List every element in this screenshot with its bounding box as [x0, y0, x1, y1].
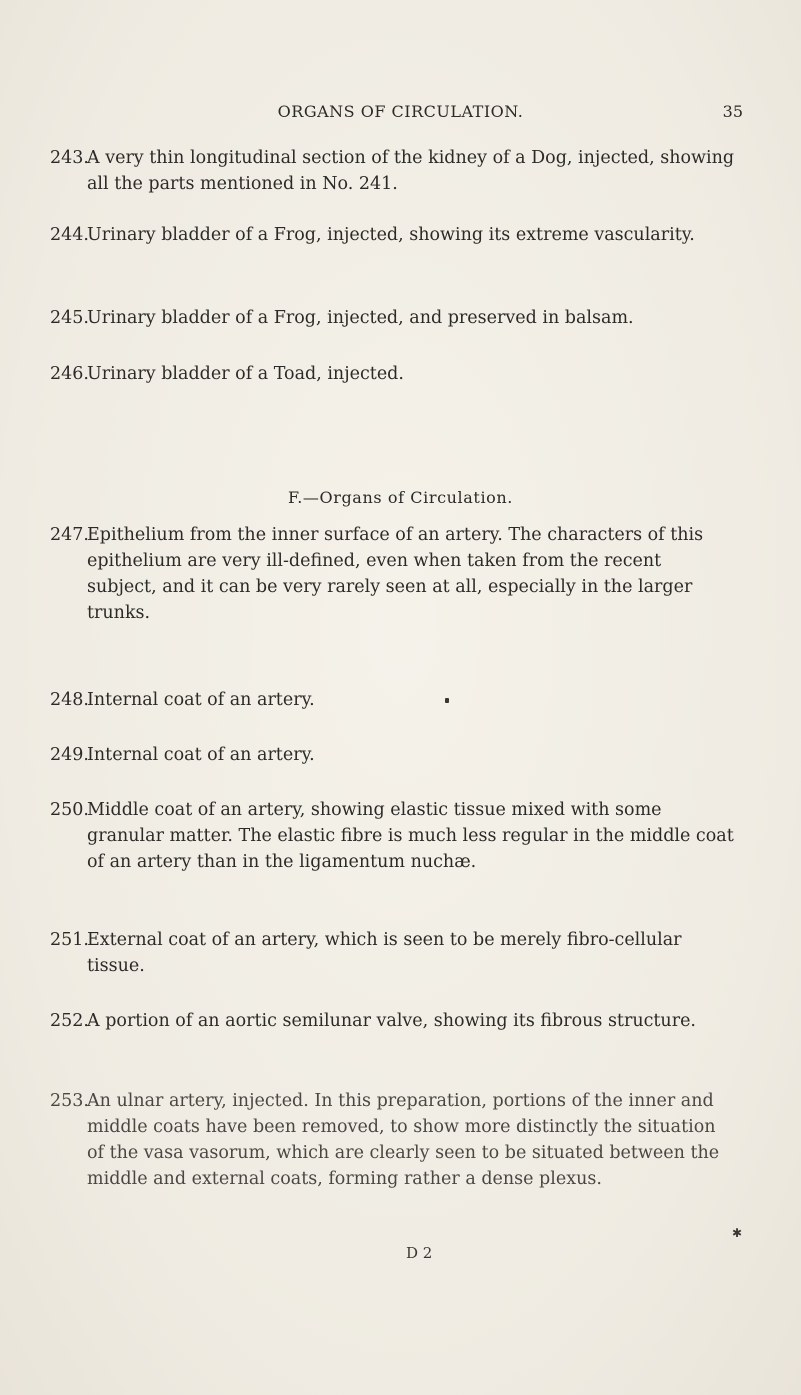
- entry-number: 248.: [50, 690, 89, 710]
- signature-mark: D 2: [406, 1244, 433, 1262]
- entry-number: 245.: [50, 308, 89, 328]
- entry-number: 251.: [50, 930, 89, 950]
- catalogue-entry-249: [50, 742, 736, 768]
- entry-text: Internal coat of an artery.: [87, 745, 315, 765]
- catalogue-entry-248: [50, 687, 736, 713]
- page-header: [0, 102, 801, 126]
- entry-number: 244.: [50, 225, 89, 245]
- entry-number: 249.: [50, 745, 89, 765]
- section-heading: F.—Organs of Circulation.: [288, 488, 513, 507]
- catalogue-entry-247: [50, 522, 736, 626]
- catalogue-entry-246: [50, 361, 736, 387]
- catalogue-entry-252: [50, 1008, 736, 1034]
- entry-text: Middle coat of an artery, showing elastic tissue mixed with some granular matter. The elastic fibre is much less regular in the middle coat of an artery than in the ligamentum nuchæ.: [87, 800, 734, 872]
- corner-mark: ✱: [732, 1226, 743, 1240]
- catalogue-entry-244: [50, 222, 736, 248]
- catalogue-entry-243: [50, 145, 736, 197]
- entry-text: A very thin longitudinal section of the kidney of a Dog, injected, showing all the parts mentioned in No. 241.: [87, 148, 735, 194]
- entry-text: Internal coat of an artery.: [87, 690, 315, 710]
- entry-text: A portion of an aortic semilunar valve, showing its fibrous structure.: [87, 1011, 696, 1031]
- entry-number: 253.: [50, 1091, 89, 1111]
- catalogue-entry-245: [50, 305, 736, 331]
- entry-text: An ulnar artery, injected. In this preparation, portions of the inner and middle coats have been removed, to show more distinctly the situation of the vasa vasorum, which are clearly seen to be situated between the middle and external coats, forming rather a dense plexus.: [87, 1091, 720, 1189]
- entry-text: Urinary bladder of a Frog, injected, showing its extreme vascularity.: [87, 225, 695, 245]
- catalogue-entry-253: [50, 1088, 736, 1192]
- catalogue-entry-251: [50, 927, 736, 979]
- entry-text: Urinary bladder of a Toad, injected.: [87, 364, 404, 384]
- page-number: 35: [722, 102, 743, 121]
- entry-number: 252.: [50, 1011, 89, 1031]
- entry-text: Epithelium from the inner surface of an artery. The characters of this epithelium are very ill-defined, even when taken from the recent subject, and it can be very rarely seen at all, especially in the larger trunks.: [87, 525, 704, 623]
- catalogue-entry-250: [50, 797, 736, 875]
- entry-text: External coat of an artery, which is seen to be merely fibro-cellular tissue.: [87, 930, 682, 976]
- entry-number: 246.: [50, 364, 89, 384]
- entry-number: 243.: [50, 148, 89, 168]
- entry-text: Urinary bladder of a Frog, injected, and preserved in balsam.: [87, 308, 634, 328]
- entry-number: 247.: [50, 525, 89, 545]
- entry-number: 250.: [50, 800, 89, 820]
- running-title: ORGANS OF CIRCULATION.: [277, 102, 524, 121]
